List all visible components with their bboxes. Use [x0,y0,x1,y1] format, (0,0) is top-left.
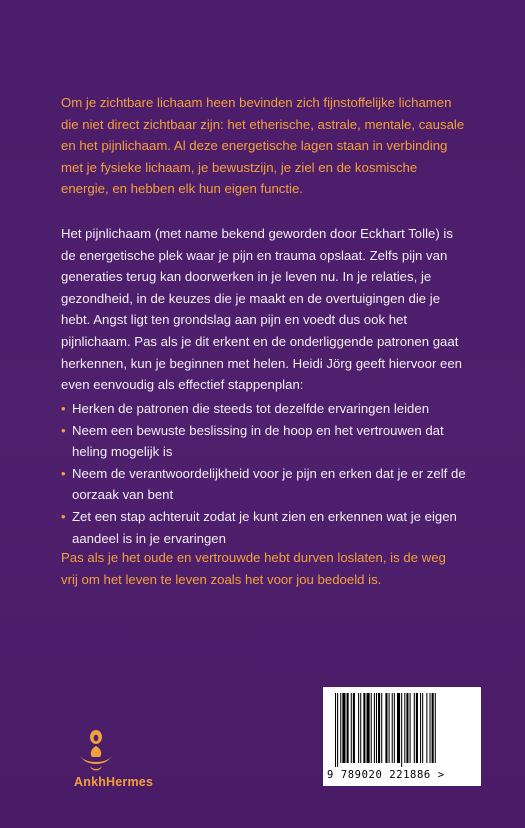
barcode-bar [430,693,431,763]
barcode-bar [401,693,402,767]
barcode-bar [347,693,349,763]
barcode-bar [358,693,359,763]
barcode-bar [410,693,411,763]
barcode-bar [414,693,415,763]
isbn-barcode [323,687,481,786]
list-item [61,506,466,549]
barcode-bar [367,693,370,763]
barcode-bar [378,693,380,763]
barcode-bar [376,693,377,763]
list-item [61,463,466,506]
intro-paragraph: Om je zichtbare lichaam heen bevinden zich fijnstoffelijke lichamen die niet direct zichtbaar zijn: het etherische, astrale, mentale, causale en het pijnlichaam. Al deze energetische lagen staan in verbinding met je fysieke lichaam, je bewustzijn, je ziel en de kosmische energie, en hebben elk hun eigen functie. [61,95,465,197]
barcode-icon [335,693,469,767]
steps-list [61,398,466,549]
barcode-bar [335,693,336,767]
barcode-bar [337,693,338,767]
barcode-bar [374,693,375,763]
barcode-bar [351,693,352,763]
barcode-bar [381,693,382,763]
barcode-bar [420,693,421,763]
barcode-bar [360,693,361,763]
body-paragraph: Het pijnlichaam (met name bekend geworden door Eckhart Tolle) is de energetische plek waar je pijn en trauma opslaat. Zelfs pijn van generaties terug kan doorwerken in je leven nu. In je relaties, je gezondheid, in de keuzes die je maakt en de overtuigingen die je hebt. Angst ligt ten grondslag aan pijn en voedt dus ook het pijnlichaam. Pas als je dit erkent en de onderliggende patronen gaat herkennen, kun je beginnen met helen. Heidi Jörg geeft hiervoor een even eenvoudig als effectief stappenplan: [61,226,463,393]
barcode-bar [363,693,365,763]
bullet-icon: • [61,465,66,481]
barcode-bar [340,693,341,763]
barcode-bar [404,693,405,763]
barcode-bar [342,693,345,763]
list-item [61,420,466,463]
barcode-bar [397,693,400,763]
barcode-bar [416,693,418,763]
barcode-bar [422,693,423,763]
barcode-bar [353,693,355,763]
list-item [61,398,466,420]
barcode-bar [392,693,393,763]
barcode-bar [432,693,434,763]
barcode-bar [394,693,395,763]
barcode-bar [406,693,408,763]
step-text: Zet een stap achteruit zodat je kunt zien en erkennen wat je eigen aandeel is in je ervaringen [72,508,457,546]
step-text: Herken de patronen die steeds tot dezelfde ervaringen leiden [72,401,430,416]
barcode-bar [385,693,387,763]
isbn-number: 9 789020 221886 > [327,769,445,781]
barcode-bar [435,693,436,763]
barcode-bar [389,693,390,763]
barcode-bar [371,693,372,763]
bullet-icon: • [61,401,66,416]
closing-paragraph: Pas als je het oude en vertrouwde hebt durven loslaten, is de weg vrij om het leven te leven zoals het voor jou bedoeld is. [61,550,446,587]
step-text: Neem een bewuste beslissing in de hoop en het vertrouwen dat heling mogelijk is [72,422,444,460]
bullet-icon: • [61,422,66,438]
step-text: Neem de verantwoordelijkheid voor je pijn en erken dat je er zelf de oorzaak van bent [72,465,466,503]
bullet-icon: • [61,508,66,524]
barcode-bar [426,693,427,763]
publisher-name: AnkhHermes [74,775,154,789]
